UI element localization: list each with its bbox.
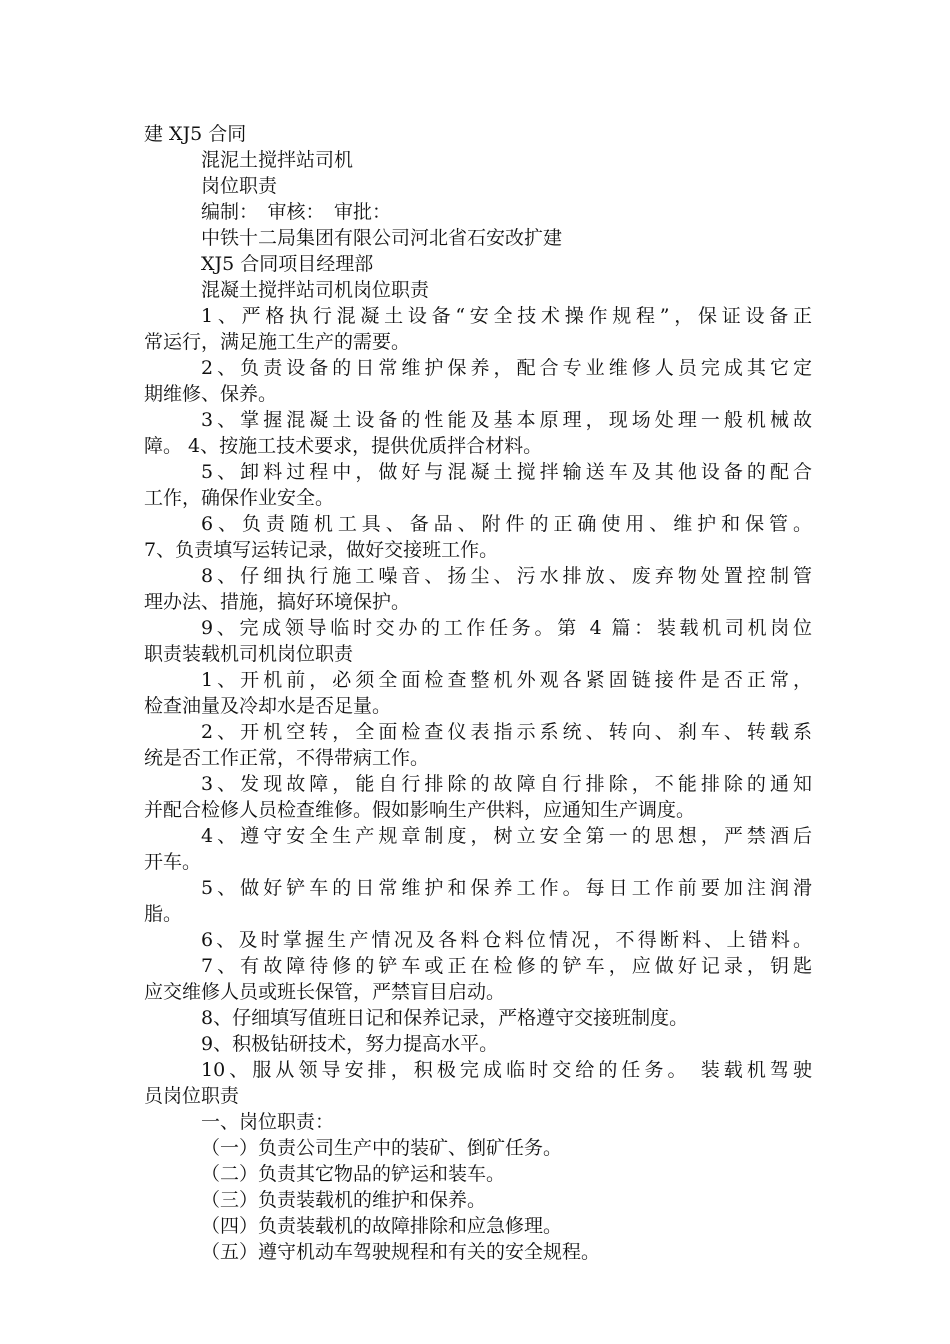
text-line: 建 XJ5 合同 (144, 123, 247, 145)
text-line: 统是否工作正常，不得带病工作。 (144, 747, 430, 769)
text-line: 5、卸料过程中，做好与混凝土搅拌输送车及其他设备的配合 (201, 461, 812, 483)
text-line: 5、做好铲车的日常维护和保养工作。每日工作前要加注润滑 (201, 877, 812, 899)
text-line: 员岗位职责 (144, 1085, 240, 1107)
text-line: 1、严格执行混凝土设备“安全技术操作规程”，保证设备正 (201, 305, 812, 327)
text-line: 9、积极钻研技术，努力提高水平。 (201, 1033, 499, 1055)
text-line: 期维修、保养。 (144, 383, 278, 405)
text-line: 3、掌握混凝土设备的性能及基本原理，现场处理一般机械故 (201, 409, 812, 431)
text-line: 岗位职责 (201, 175, 278, 197)
text-line: 1、开机前，必须全面检查整机外观各紧固链接件是否正常， (201, 669, 812, 691)
text-line: （一）负责公司生产中的装矿、倒矿任务。 (201, 1137, 563, 1159)
text-line: 障。 4、按施工技术要求，提供优质拌合材料。 (144, 435, 543, 457)
text-line: 理办法、措施，搞好环境保护。 (144, 591, 411, 613)
text-line: 开车。 (144, 851, 202, 873)
text-line: 6、负责随机工具、备品、附件的正确使用、维护和保管。 (201, 513, 812, 535)
text-line: 2、开机空转，全面检查仪表指示系统、转向、刹车、转载系 (201, 721, 812, 743)
text-line: 并配合检修人员检查维修。假如影响生产供料，应通知生产调度。 (144, 799, 696, 821)
text-line: 检查油量及冷却水是否足量。 (144, 695, 392, 717)
text-line: 7、有故障待修的铲车或正在检修的铲车，应做好记录，钥匙 (201, 955, 812, 977)
text-line: 脂。 (144, 903, 183, 925)
text-line: 2、负责设备的日常维护保养，配合专业维修人员完成其它定 (201, 357, 812, 379)
text-line: （二）负责其它物品的铲运和装车。 (201, 1163, 506, 1185)
text-line: 混凝土搅拌站司机岗位职责 (201, 279, 430, 301)
text-line: 编制： 审核： 审批： (201, 201, 392, 223)
text-line: 10、服从领导安排，积极完成临时交给的任务。 装载机驾驶 (201, 1059, 812, 1081)
text-line: 一、岗位职责： (201, 1111, 335, 1133)
text-line: 8、仔细执行施工噪音、扬尘、污水排放、废弃物处置控制管 (201, 565, 812, 587)
text-line: 6、及时掌握生产情况及各料仓料位情况，不得断料、上错料。 (201, 929, 812, 951)
document-body (144, 121, 812, 1265)
text-line: 7、负责填写运转记录，做好交接班工作。 (144, 539, 499, 561)
text-line: 工作，确保作业安全。 (144, 487, 335, 509)
text-line: （三）负责装载机的维护和保养。 (201, 1189, 487, 1211)
text-line: 9、完成领导临时交办的工作任务。第 4 篇：装载机司机岗位 (201, 617, 812, 639)
text-line: 应交维修人员或班长保管，严禁盲目启动。 (144, 981, 506, 1003)
text-line: 8、仔细填写值班日记和保养记录，严格遵守交接班制度。 (201, 1007, 689, 1029)
text-line: 中铁十二局集团有限公司河北省石安改扩建 (201, 227, 563, 249)
text-line: 混泥土搅拌站司机 (201, 149, 354, 171)
text-line: 3、发现故障，能自行排除的故障自行排除，不能排除的通知 (201, 773, 812, 795)
text-line: 常运行，满足施工生产的需要。 (144, 331, 411, 353)
text-line: 4、遵守安全生产规章制度，树立安全第一的思想，严禁酒后 (201, 825, 812, 847)
text-line: 职责装载机司机岗位职责 (144, 643, 354, 665)
text-line: XJ5 合同项目经理部 (201, 253, 374, 275)
text-line: （五）遵守机动车驾驶规程和有关的安全规程。 (201, 1241, 601, 1263)
text-line: （四）负责装载机的故障排除和应急修理。 (201, 1215, 563, 1237)
